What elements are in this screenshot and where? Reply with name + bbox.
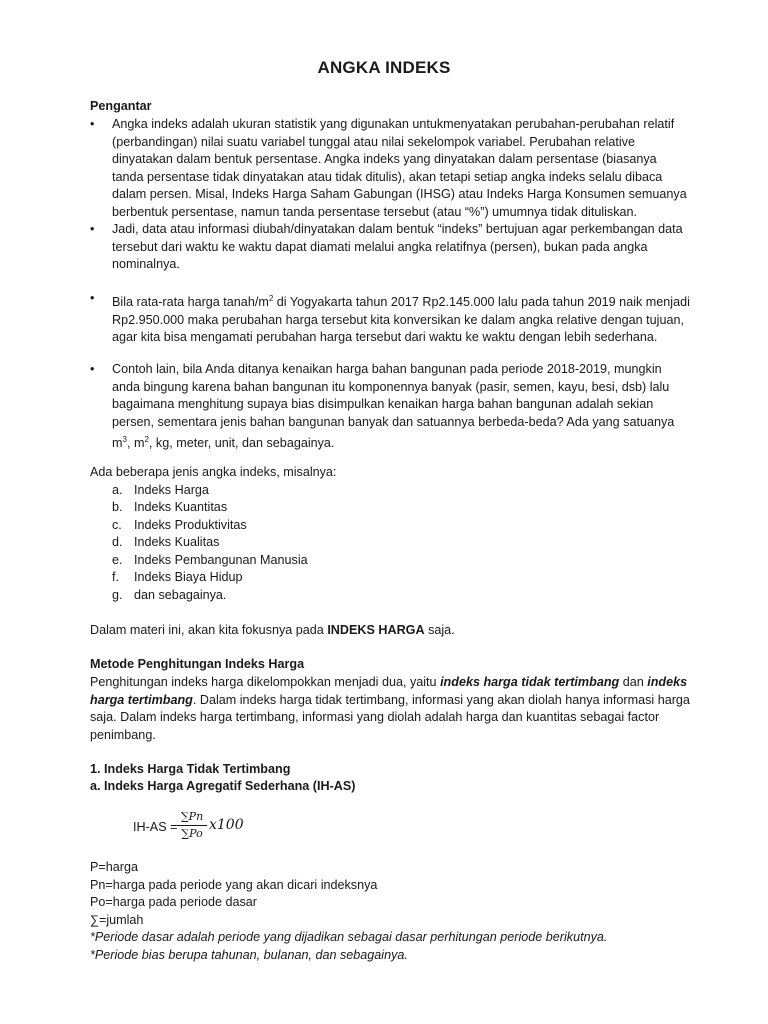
list-item bbox=[112, 552, 690, 570]
bullet-text-post: di Yogyakarta tahun 2017 Rp2.145.000 lalu pada tahun 2019 naik menjadi Rp2.950.000 maka perubahan harga tersebut kita konversikan ke dalam angka relative dengan tujuan, agar kita bisa mengamati perubahan harga tersebut dari waktu ke waktu dengan lebih sederhana. bbox=[112, 295, 690, 345]
bullet-text-pre: Bila rata-rata harga tanah/m bbox=[112, 295, 269, 310]
formula-label: IH-AS = bbox=[133, 820, 178, 834]
formula-denominator: ∑Po bbox=[181, 827, 203, 840]
metode-text: dan bbox=[619, 675, 648, 689]
bullet-icon: • bbox=[90, 222, 95, 236]
bullet-text: Angka indeks adalah ukuran statistik yang digunakan untukmenyatakan perubahan-perubahan relatif (perbandingan) nilai suatu variabel tunggal atau nilai sekelompok variabel. Perubahan relative dinyatakan dalam bentuk persentase. Angka indeks yang dinyatakan dalam persentase (biasanya tanda persentase tidak dinyatakan atau tidak ditulis), akan tetapi setiap angka indeks selalu dibaca dalam persen. Misal, Indeks Harga Saham Gabungan (IHSG) atau Indeks Harga Konsumen semuanya berbentuk persentase, namun tanda persentase tersebut (atau “%”) umumnya tidak dituliskan. bbox=[112, 117, 687, 219]
metode-emphasis: indeks harga tidak tertimbang bbox=[440, 675, 620, 689]
superscript: 2 bbox=[144, 435, 149, 444]
list-item bbox=[112, 569, 690, 587]
focus-bold: INDEKS HARGA bbox=[327, 623, 425, 637]
metode-text: Penghitungan indeks harga dikelompokkan menjadi dua, yaitu bbox=[90, 675, 441, 689]
section1-subheading: a. Indeks Harga Agregatif Sederhana (IH-AS) bbox=[90, 779, 356, 793]
list-item bbox=[112, 517, 690, 535]
jenis-intro: Ada beberapa jenis angka indeks, misalnya: bbox=[90, 465, 337, 479]
intro-heading: Pengantar bbox=[90, 99, 152, 113]
note-line: *Periode bias berupa tahunan, bulanan, dan sebagainya. bbox=[90, 947, 408, 962]
list-letter: a. bbox=[112, 482, 123, 497]
list-text: Indeks Produktivitas bbox=[134, 517, 247, 532]
formula-numerator: ∑Pn bbox=[177, 809, 207, 826]
bullet-icon: • bbox=[90, 291, 95, 305]
list-text: Indeks Pembangunan Manusia bbox=[134, 552, 308, 567]
list-item bbox=[112, 587, 690, 605]
list-item bbox=[112, 534, 690, 552]
bullet-item bbox=[90, 290, 690, 347]
definition-line: P=harga bbox=[90, 860, 138, 874]
superscript: 3 bbox=[122, 435, 127, 444]
intro-bullets-1-2 bbox=[90, 116, 690, 274]
intro-bullet-4 bbox=[90, 361, 690, 453]
bullet-icon: • bbox=[90, 117, 95, 131]
superscript: 2 bbox=[268, 294, 274, 303]
list-letter: b. bbox=[112, 500, 123, 514]
formula-multiplier: x100 bbox=[209, 817, 244, 833]
list-letter: c. bbox=[112, 517, 122, 532]
focus-text-end: saja. bbox=[424, 623, 455, 637]
formula-fraction bbox=[177, 809, 207, 842]
list-text: Indeks Kuantitas bbox=[134, 500, 228, 514]
bullet-text-pre: Contoh lain, bila Anda ditanya kenaikan harga bahan bangunan pada periode 2018-2019, mungkin anda bingung karena bahan bangunan itu komponennya banyak (pasir, semen, kayu, besi, dsb) lalu bagaimana menghitung supaya bias disimpulkan kenaikan harga bahan bangunan adalah sekian persen, sementara jenis bahan bangunan banyak dan satuannya berbeda-beda? Ada yang satuanya m bbox=[112, 362, 675, 451]
definition-line: Pn=harga pada periode yang akan dicari indeksnya bbox=[90, 877, 378, 892]
list-text: Indeks Harga bbox=[134, 482, 209, 497]
metode-paragraph bbox=[90, 674, 690, 744]
list-letter: f. bbox=[112, 570, 119, 584]
bullet-text-post: , kg, meter, unit, dan sebagainya. bbox=[148, 436, 335, 451]
definitions bbox=[90, 859, 690, 964]
bullet-text: Jadi, data atau informasi diubah/dinyatakan dalam bentuk “indeks” bertujuan agar perkembangan data tersebut dari waktu ke waktu dapat diamati melalui angka relatifnya (persen), bukan pada angka nominalnya. bbox=[112, 222, 683, 271]
jenis-section bbox=[90, 464, 690, 604]
focus-sentence bbox=[90, 622, 690, 640]
note-line: *Periode dasar adalah periode yang dijadikan sebagai dasar perhitungan periode berikutnya. bbox=[90, 930, 608, 944]
metode-heading: Metode Penghitungan Indeks Harga bbox=[90, 657, 305, 671]
list-letter: g. bbox=[112, 587, 123, 602]
bullet-item bbox=[90, 116, 690, 221]
definition-line: Po=harga pada periode dasar bbox=[90, 895, 257, 909]
list-text: Indeks Biaya Hidup bbox=[134, 570, 243, 584]
section1-heading: 1. Indeks Harga Tidak Tertimbang bbox=[90, 762, 291, 776]
metode-text: . Dalam indeks harga tidak tertimbang, informasi yang akan diolah hanya informasi harga saja. Dalam indeks harga tertimbang, informasi yang diolah adalah harga dan kuantitas sebagai factor penimbang. bbox=[90, 692, 690, 742]
page-title: ANGKA INDEKS bbox=[317, 58, 451, 77]
list-letter: e. bbox=[112, 552, 123, 567]
bullet-icon: • bbox=[90, 362, 95, 376]
list-item bbox=[112, 482, 690, 500]
list-text: dan sebagainya. bbox=[134, 587, 227, 602]
bullet-item bbox=[90, 361, 690, 453]
intro-bullet-3 bbox=[90, 290, 690, 347]
bullet-item bbox=[90, 221, 690, 274]
list-text: Indeks Kualitas bbox=[134, 535, 220, 549]
bullet-text-mid: , m bbox=[126, 436, 145, 451]
focus-text: Dalam materi ini, akan kita fokusnya pada bbox=[90, 623, 328, 637]
metode-emphasis: indeks harga tertimbang bbox=[90, 675, 688, 707]
definition-line: ∑=jumlah bbox=[90, 912, 144, 927]
list-item bbox=[112, 499, 690, 517]
list-letter: d. bbox=[112, 535, 123, 549]
